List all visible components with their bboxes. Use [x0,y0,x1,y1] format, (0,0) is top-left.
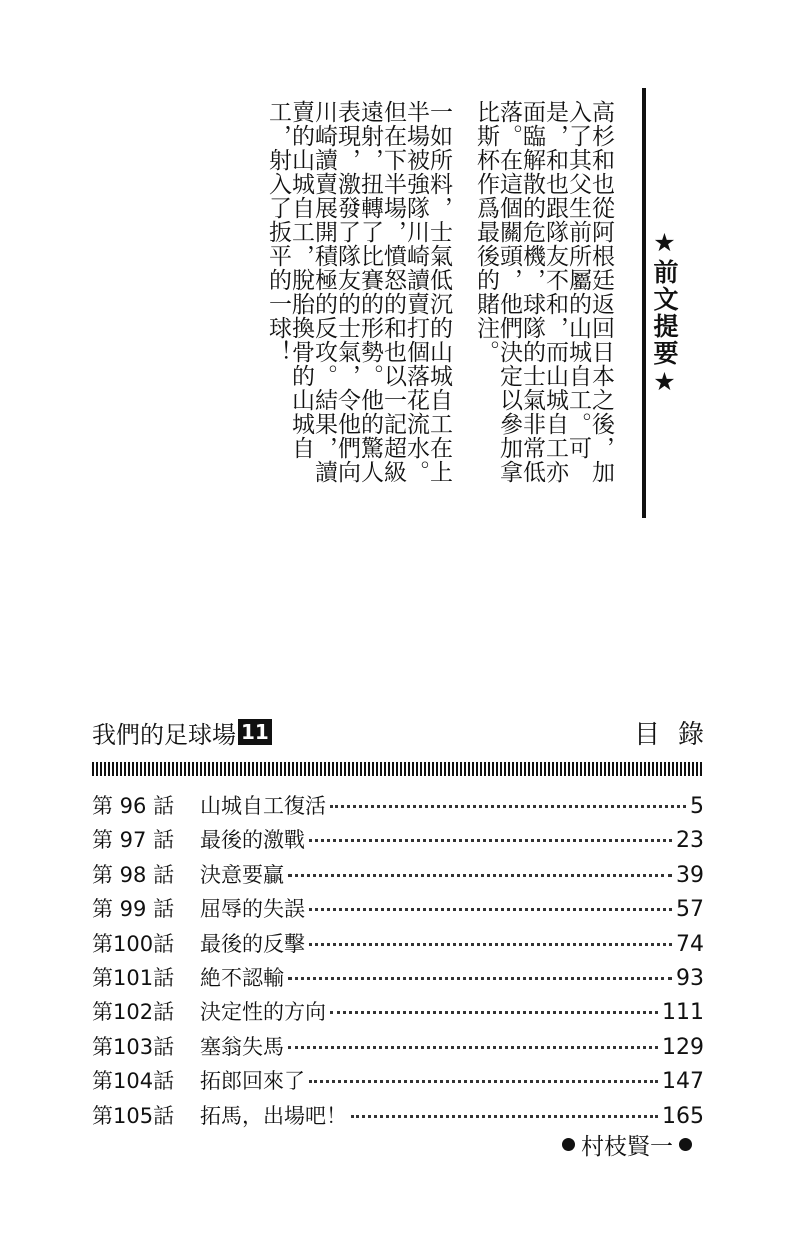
chapter-number: 第102話 [92,1000,175,1025]
chapter-title: 塞翁失馬 [200,1034,284,1059]
page-number: 74 [676,931,704,957]
series-title-text: 我們的足球場 [92,720,236,749]
author-name: 村枝賢一 [581,1134,673,1160]
toc-row [92,1065,704,1099]
summary-text [266,100,612,500]
table-of-contents [92,712,722,1134]
chapter-title: 拓郎回來了 [200,1069,305,1094]
page-number: 165 [662,1103,704,1129]
chapter-title: 屈辱的失誤 [200,897,305,922]
chapter-number: 第104話 [92,1069,175,1094]
chapter-list [92,790,704,1134]
toc-row [92,859,704,893]
author-credit [556,1128,698,1161]
chapter-number: 第103話 [92,1034,175,1059]
page-number: 93 [676,965,704,991]
page-number: 129 [662,1034,704,1060]
chapter-title: 決定性的方向 [200,1000,326,1025]
summary-paragraph: 一如所料，士氣低沉的山城自工在上半場被強隊川崎讀賣打個落花流水。 [403,100,452,484]
chapter-number: 第 99 話 [92,897,175,922]
series-title [92,715,272,750]
dot-leader [309,908,672,911]
bullet-icon [679,1138,692,1151]
dot-leader [309,839,672,842]
chapter-number: 第105話 [92,1103,175,1128]
header-rule [92,762,704,776]
chapter-title: 絶不認輸 [200,965,284,990]
chapter-title: 最後的激戰 [200,828,305,853]
dot-leader [330,805,686,808]
toc-row [92,1031,704,1065]
dot-leader [288,874,672,877]
toc-row [92,996,704,1030]
toc-row [92,928,704,962]
page-number: 23 [676,828,704,854]
chapter-number: 第 96 話 [92,794,175,818]
page-number: 147 [662,1069,704,1095]
page-number: 39 [676,862,704,888]
chapter-number: 第 97 話 [92,828,175,853]
summary-heading: ★前文提要★ [650,228,679,398]
chapter-title: 決意要贏 [200,862,284,887]
chapter-title: 山城自工復活 [200,794,326,818]
chapter-number: 第100話 [92,931,175,956]
dot-leader [309,1080,658,1083]
summary-paragraph: 但在下半場，憤怒的和也以一記超級遠射，扭轉了比賽的形勢。他的驚人表現，激發了隊友的士氣，令他們向川崎讀賣展開積極的反攻。結果，讀賣的山城自工，脫胎換骨的山城自工，射入了扳平的一球！ [265,100,406,484]
chapter-title: 最後的反擊 [200,931,305,956]
dot-leader [288,977,672,980]
bullet-icon [562,1138,575,1151]
contents-label: 目錄 [633,719,722,750]
chapter-number: 第101話 [92,965,175,990]
toc-row [92,790,704,824]
dot-leader [309,943,672,946]
chapter-number: 第 98 話 [92,862,175,887]
page-number: 5 [690,794,704,819]
dot-leader [351,1115,658,1118]
dot-leader [288,1046,658,1049]
toc-header [92,712,722,752]
toc-row [92,824,704,858]
page-number: 111 [662,1000,704,1026]
toc-row [92,893,704,927]
dot-leader [330,1011,658,1014]
toc-row [92,962,704,996]
summary-paragraph: 高杉和也從阿根廷返回日本之後，加入了其父生前所屬的山城自工。可是，和也跟隊友不和，而山城自工亦面臨解散的危機，球隊的士氣非常低落。在這個關頭，他們決定以參加拿比斯杯作爲最後的賭注。 [473,100,614,484]
chapter-title: 拓馬，出場吧！ [200,1103,347,1128]
page-number: 57 [676,897,704,923]
volume-badge: 11 [238,719,272,745]
